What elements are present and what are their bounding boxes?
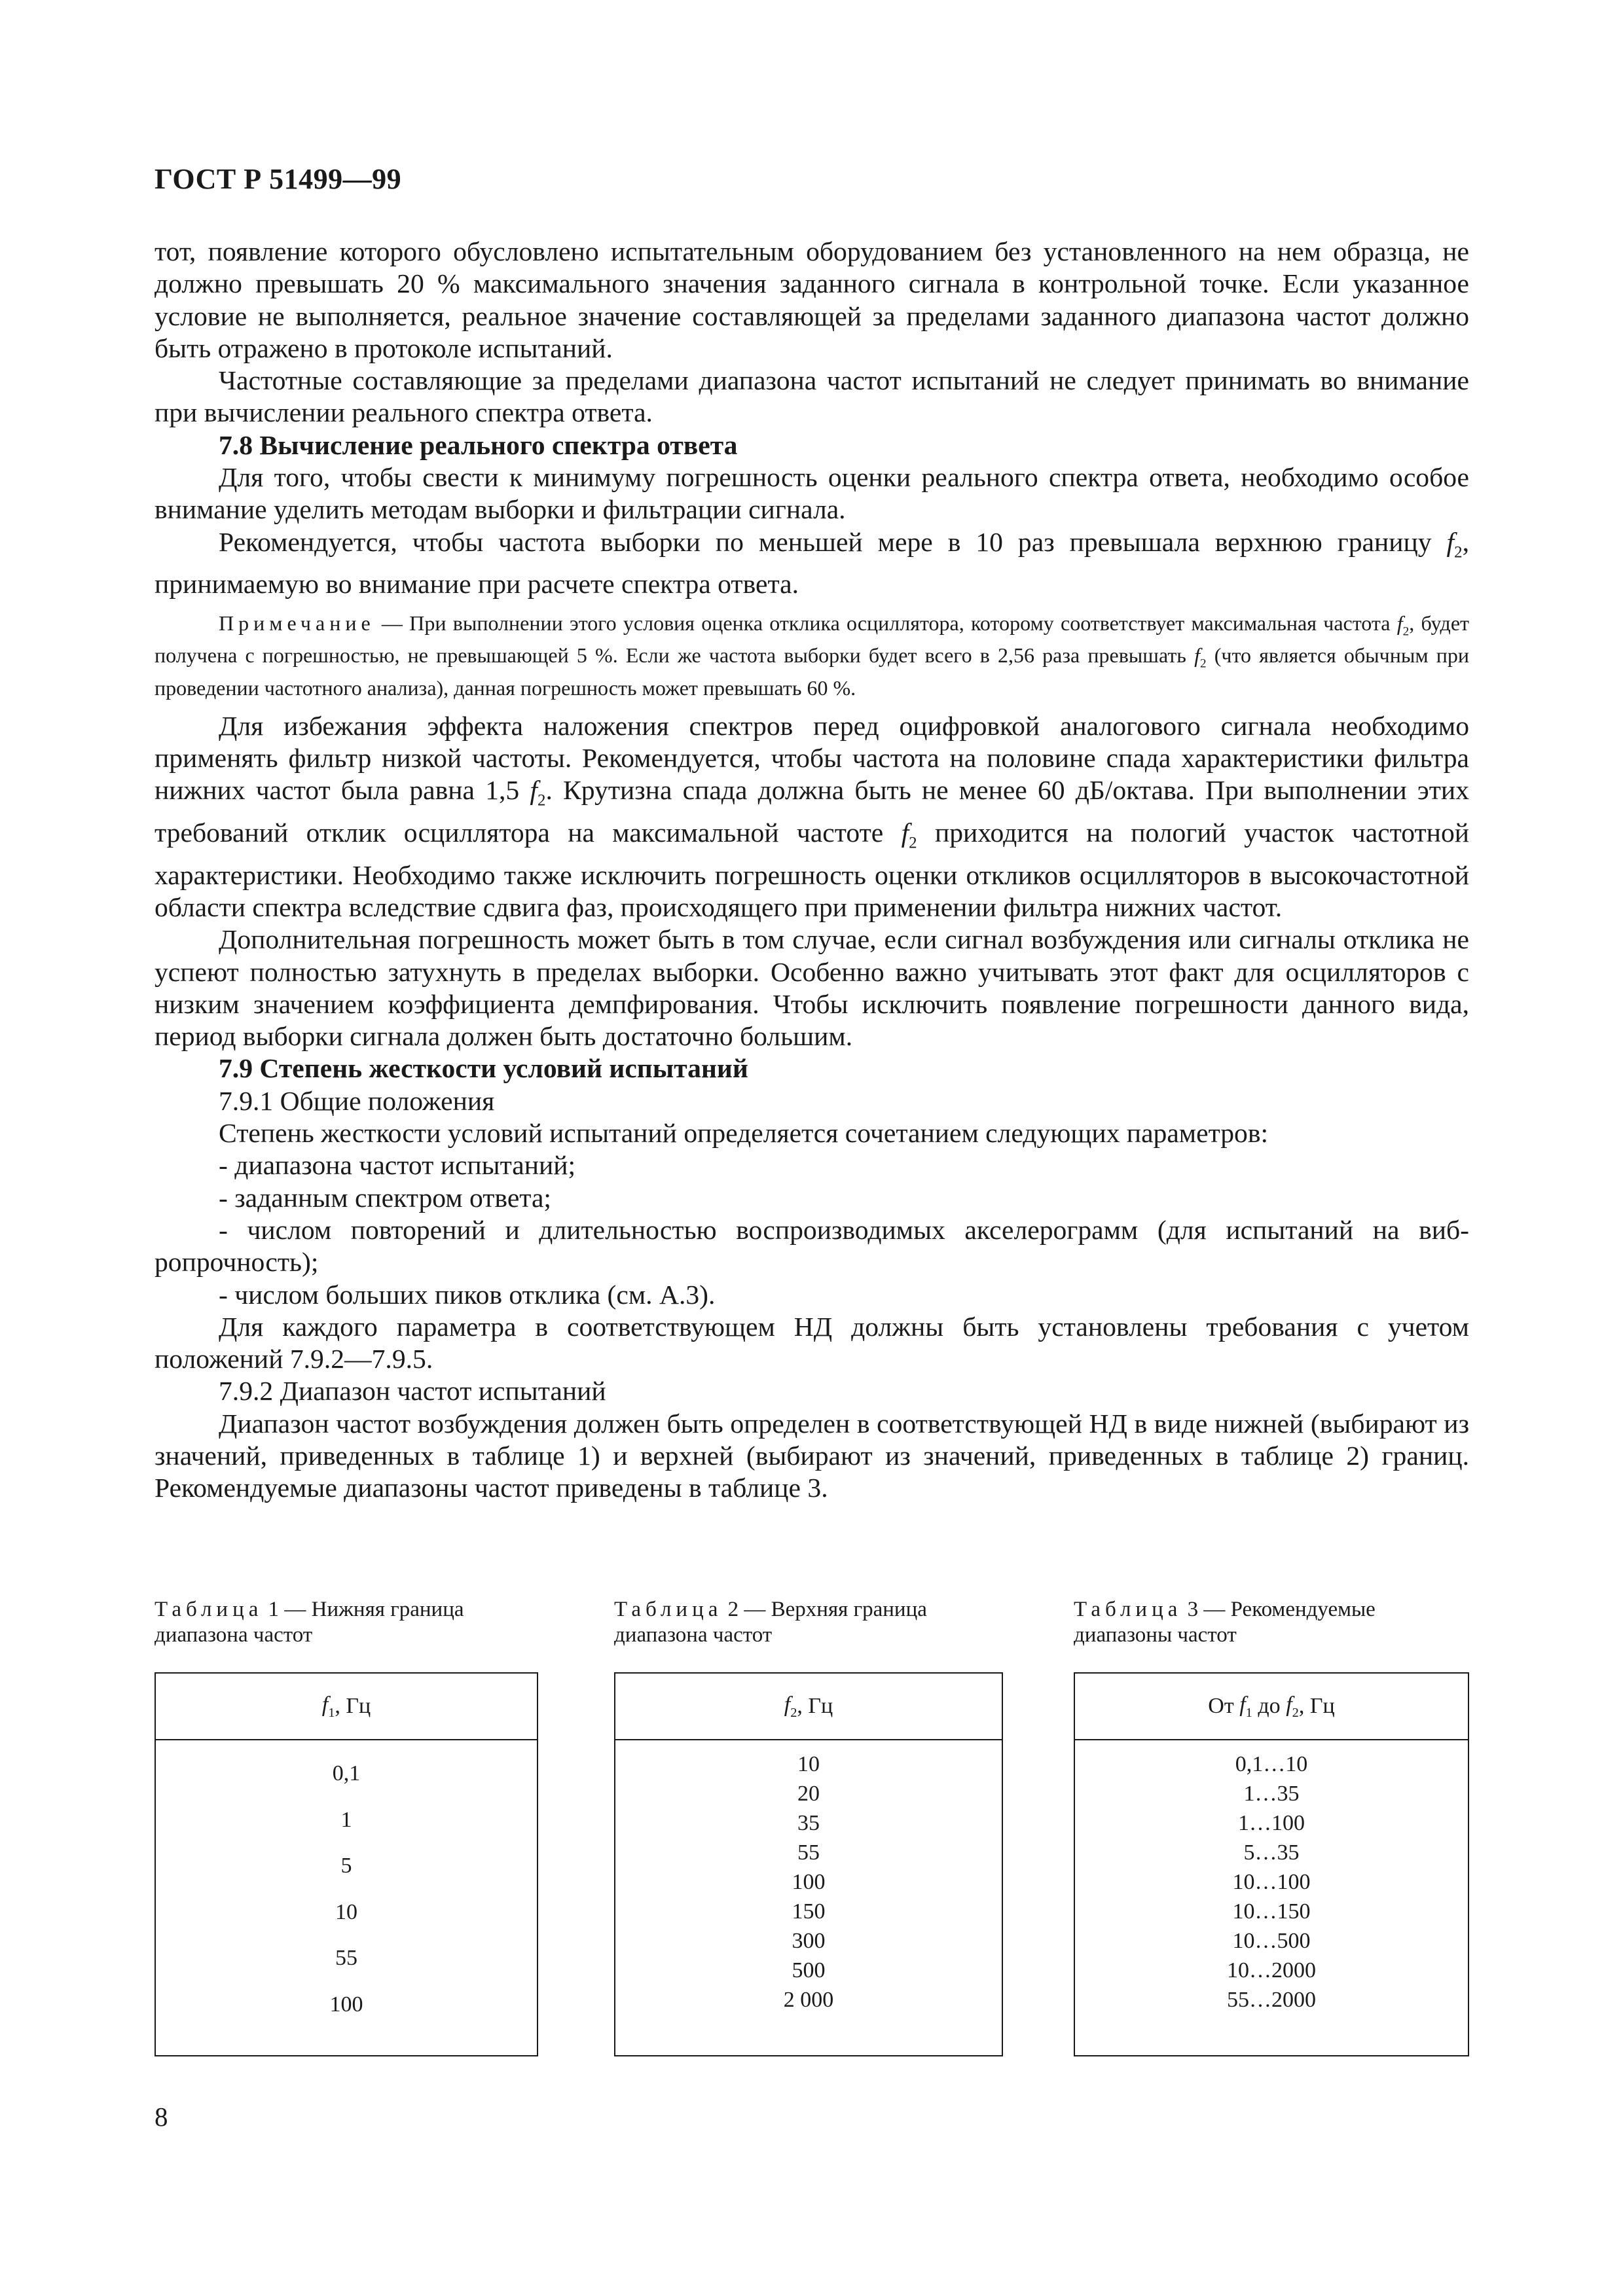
- table-3-body: [1075, 1740, 1468, 2015]
- document-body: [155, 236, 1469, 1505]
- note-label: Примечание: [219, 611, 375, 635]
- table-2-caption: Таблица 2 — Верхняя граница диапазона частот: [614, 1598, 927, 1647]
- table-cell: 100: [329, 1992, 363, 2017]
- paragraph: Рекомендуется, чтобы частота выборки по меньшей мере в 10 раз превышала верхнюю границу $f_2$, принимаемую во внимание при расчете спектра ответа.: [155, 526, 1469, 600]
- paragraph: Дополнительная погрешность может быть в том случае, если сигнал возбуждения или сигналы отклика не успеют полностью затухнуть в пределах выборки. Особенно важно учитывать этот факт для осцилляторов с низким значением коэффициента демпфирования. Чтобы исключить появление погрешности данного вида, период выборки сигнала должен быть достаточно большим.: [155, 924, 1469, 1052]
- table-cell: 55…2000: [1227, 1988, 1316, 2012]
- list-item: - числом повторений и длительностью воспроизводимых акселерограмм (для испытаний на вибропрочность);: [155, 1214, 1469, 1278]
- symbol-f2: $f_2$: [1194, 643, 1207, 671]
- table-cell: 0,1: [332, 1761, 361, 1785]
- table-cell: 2 000: [783, 1988, 834, 2012]
- page-number: 8: [155, 2102, 168, 2132]
- paragraph: Диапазон частот возбуждения должен быть определен в соответствующей НД в виде нижней (выбирают из значений, приведенных в таблице 1) и верхней (выбирают из значений, приведенных в таблице 2) границ. Рекомендуемые диапазоны частот приведены в таблице 3.: [155, 1408, 1469, 1503]
- paragraph: Для того, чтобы свести к минимуму погрешность оценки реального спектра ответа, необходимо особое внимание уделить методам выборки и фильтрации сигнала.: [155, 462, 1469, 525]
- subsection-heading-7-9-2: 7.9.2 Диапазон частот испытаний: [219, 1376, 606, 1407]
- table-cell: 300: [792, 1929, 826, 1953]
- symbol-f2: $f_2$: [1446, 526, 1463, 561]
- table-cell: 55: [335, 1946, 357, 1970]
- paragraph: Для избежания эффекта наложения спектров перед оцифровкой аналогового сигнала необходимо применять фильтр низкой частоты. Рекомендуется, чтобы частота на половине спада характеристики фильтра нижних частот была равна 1,5 $f_2$. Крутизна спада должна быть не менее 60 дБ/октава. При выполнении этих требований отклик осциллятора на максимальной частоте $f_2$ приходится на пологий участок частотной характеристики. Необходимо также исключить погрешность оценки откликов осцилляторов в высокочастотной области спектра вследствие сдвига фаз, происходящего при применении фильтра нижних частот.: [155, 710, 1469, 922]
- table-cell: 35: [797, 1811, 820, 1835]
- list-item: - числом больших пиков отклика (см. А.3).: [219, 1279, 716, 1310]
- section-heading-7-8: 7.8 Вычисление реального спектра ответа: [219, 429, 738, 460]
- table-3-caption: Таблица 3 — Рекомендуемые диапазоны частот: [1074, 1598, 1376, 1647]
- paragraph: Частотные составляющие за пределами диапазона частот испытаний не следует принимать во внимание при вычислении реального спектра ответа.: [155, 365, 1469, 428]
- table-cell: 500: [792, 1958, 826, 1982]
- document-header: ГОСТ Р 51499—99: [155, 163, 402, 195]
- table-cell: 10…150: [1232, 1899, 1311, 1924]
- tables-row: [155, 1597, 1469, 2055]
- table-1-body: [156, 1740, 537, 2028]
- symbol-f2: $f_2$: [1396, 611, 1410, 638]
- table-3: [1074, 1672, 1469, 2056]
- table-cell: 5: [340, 1854, 352, 1878]
- note: Примечание — При выполнении этого условия оценка отклика осциллятора, которому соответствует максимальная частота $f_2$, будет получена с погрешностью, не превышающей 5 %. Если же частота выборки будет всего в 2,56 раза превышать $f_2$ (что является обычным при проведении частотного анализа), данная погрешность может превышать 60 %.: [155, 611, 1470, 700]
- list-item: - заданным спектром ответа;: [219, 1182, 551, 1213]
- table-cell: 10: [335, 1899, 357, 1924]
- symbol-f2: $f_2$: [530, 775, 546, 810]
- table-cell: 10…2000: [1227, 1958, 1316, 1982]
- table-3-header: От $f_1$ до $f_2$ , Гц: [1075, 1674, 1468, 1740]
- table-1: [155, 1672, 538, 2056]
- table-cell: 10: [797, 1752, 820, 1776]
- table-cell: 10…100: [1232, 1870, 1311, 1894]
- table-1-header: $f_1$ , Гц: [156, 1674, 537, 1740]
- table-cell: 5…35: [1243, 1840, 1300, 1865]
- list-item: - диапазона частот испытаний;: [219, 1150, 576, 1181]
- table-2-body: [615, 1740, 1002, 2015]
- table-cell: 1…35: [1243, 1782, 1300, 1806]
- table-cell: 1…100: [1238, 1811, 1305, 1835]
- paragraph: тот, появление которого обусловлено испытательным оборудованием без установленного на нем образца, не должно превышать 20 % максимального значения заданного сигнала в контрольной точке. Если указанное условие не выполняется, реальное значение составляющей за пределами заданного диапазона частот должно быть отражено в протоколе испытаний.: [155, 236, 1469, 363]
- section-heading-7-9: 7.9 Степень жесткости условий испытаний: [219, 1053, 748, 1084]
- table-2: [614, 1672, 1003, 2056]
- table-cell: 100: [792, 1870, 826, 1894]
- table-cell: 0,1…10: [1235, 1752, 1308, 1776]
- paragraph: Степень жесткости условий испытаний определяется сочетанием следующих параметров:: [219, 1118, 1269, 1149]
- table-cell: 1: [340, 1807, 352, 1832]
- table-cell: 20: [797, 1782, 820, 1806]
- symbol-f2: $f_2$: [901, 817, 917, 852]
- table-cell: 10…500: [1232, 1929, 1311, 1953]
- table-cell: 150: [792, 1899, 826, 1924]
- table-1-caption: Таблица 1 — Нижняя граница диапазона частот: [155, 1598, 464, 1647]
- table-cell: 55: [797, 1840, 820, 1865]
- subsection-heading-7-9-1: 7.9.1 Общие положения: [219, 1085, 495, 1116]
- paragraph: Для каждого параметра в соответствующем НД должны быть установлены требования с учетом положений 7.9.2—7.9.5.: [155, 1311, 1469, 1374]
- table-2-header: $f_2$ , Гц: [615, 1674, 1002, 1740]
